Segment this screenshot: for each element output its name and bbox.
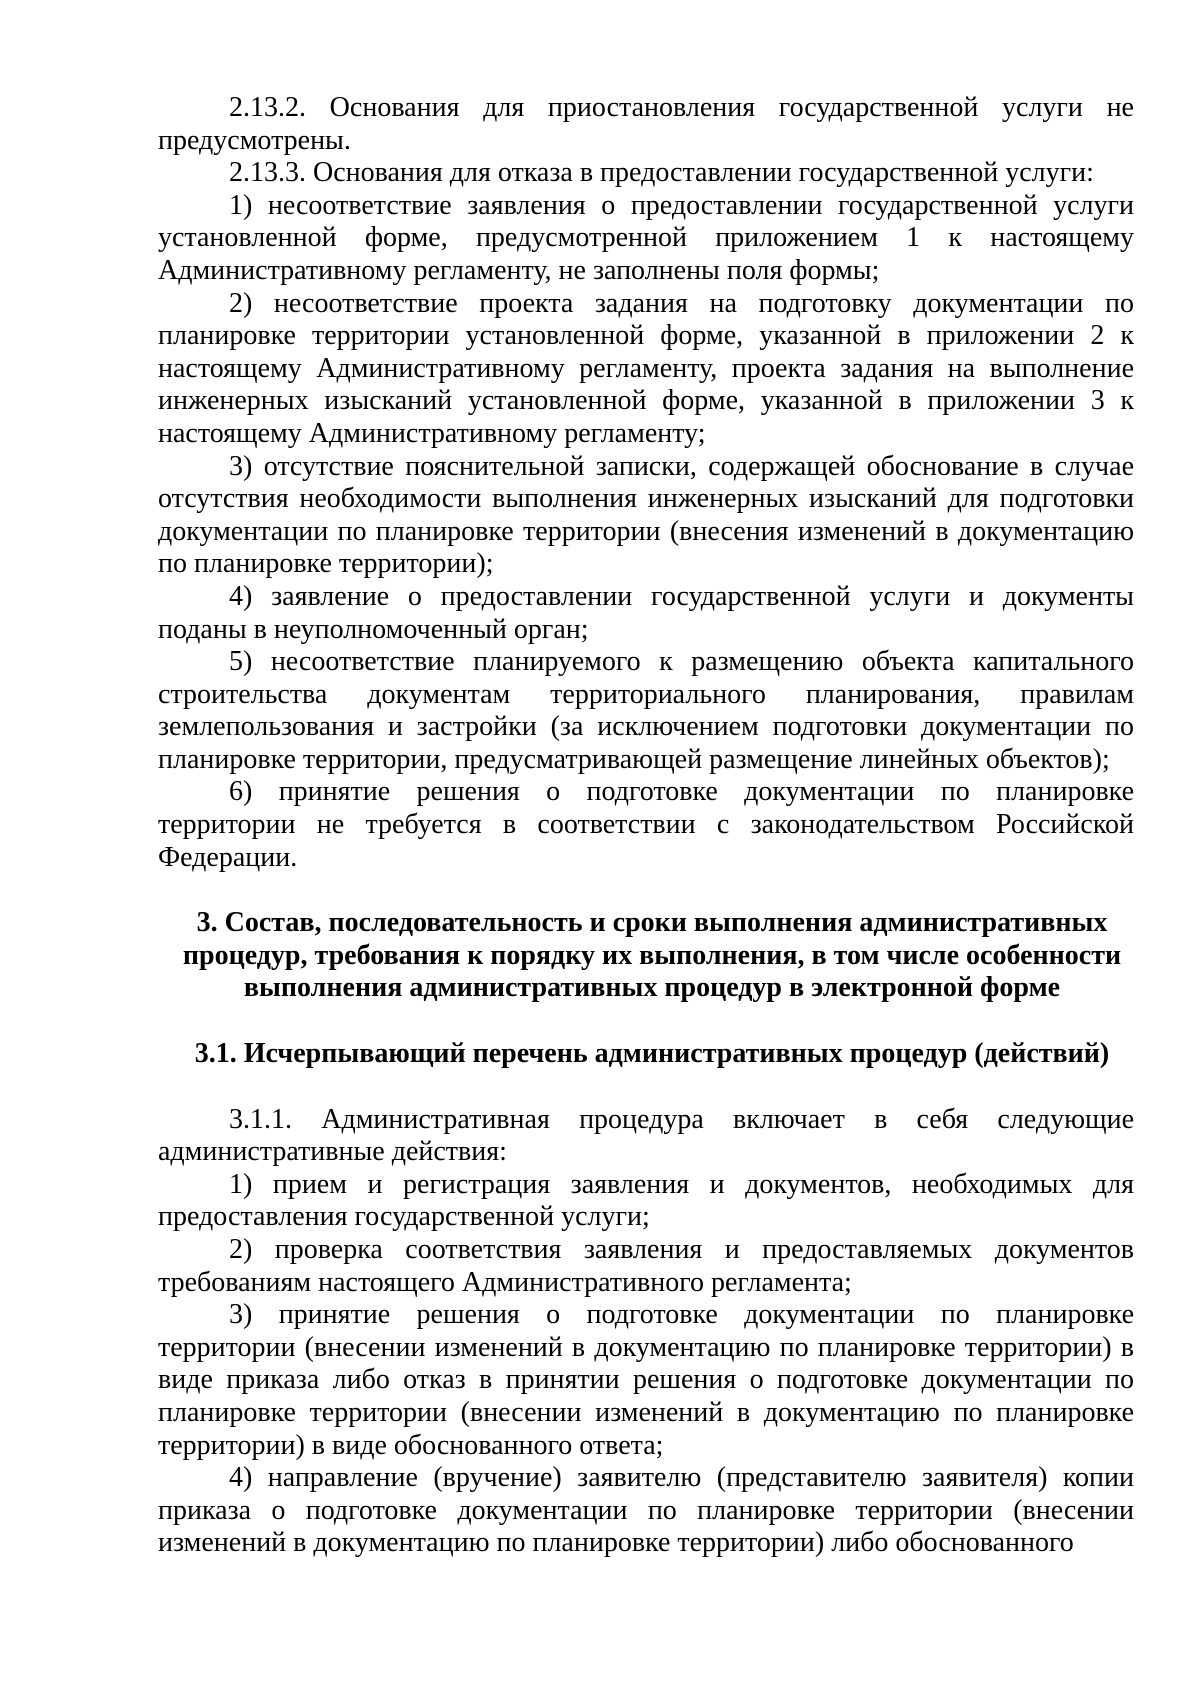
spacer: [158, 874, 1134, 907]
paragraph-2-13-3: 2.13.3. Основания для отказа в предоставлении государственной услуги:: [229, 157, 1094, 189]
section-heading: [158, 907, 1134, 1005]
list-item: 4) заявление о предоставлении государственной услуги и документы поданы в неуполномоченный орган;: [158, 580, 1134, 645]
list-item: 3) принятие решения о подготовке документации по планировке территории (внесении изменений в документацию по планировке территории) в виде приказа либо отказ в принятии решения о подготовке документации по планировке территории (внесении изменений в документацию по планировке территории) в виде обоснованного ответа;: [158, 1299, 1134, 1461]
spacer: [158, 1071, 1134, 1104]
list-item: 2) проверка соответствия заявления и предоставляемых документов требованиям настоящего Административного регламента;: [158, 1234, 1134, 1298]
paragraph-2-13-2: 2.13.2. Основания для приостановления государственной услуги не предусмотрены.: [158, 92, 1134, 156]
spacer: [158, 1005, 1134, 1038]
list-item: 4) направление (вручение) заявителю (представителю заявителя) копии приказа о подготовке документации по планировке территории (внесении изменений в документацию по планировке территории) либо обоснованного: [158, 1462, 1134, 1559]
list-item: 1) прием и регистрация заявления и документов, необходимых для предоставления государственной услуги;: [158, 1168, 1134, 1233]
list-item: 5) несоответствие планируемого к размещению объекта капитального строительства документам территориального планирования, правилам землепользования и застройки (за исключением подготовки документации по планировке территории, предусматривающей размещение линейных объектов);: [158, 646, 1134, 775]
section-heading-line: процедур, требования к порядку их выполнения, в том числе особенности: [182, 939, 1122, 971]
list-item: 6) принятие решения о подготовке документации по планировке территории не требуется в соответствии с законодательством Российской Федерации.: [158, 776, 1134, 873]
list-item: 3) отсутствие пояснительной записки, содержащей обоснование в случае отсутствия необходимости выполнения инженерных изысканий для подготовки документации по планировке территории (внесения изменений в документацию по планировке территории);: [158, 450, 1134, 580]
subsection-heading: 3.1. Исчерпывающий перечень административных процедур (действий): [194, 1038, 1110, 1070]
section-heading-line: выполнения административных процедур в электронной форме: [243, 972, 1061, 1004]
list-item: 1) несоответствие заявления о предоставлении государственной услуги установленной форме, предусмотренной приложением 1 к настоящему Административному регламенту, не заполнены поля формы;: [158, 189, 1134, 286]
section-heading-line: 3. Состав, последовательность и сроки выполнения административных: [196, 907, 1108, 939]
paragraph-3-1-1: 3.1.1. Административная процедура включает в себя следующие административные действия:: [158, 1103, 1134, 1168]
list-item: 2) несоответствие проекта задания на подготовку документации по планировке территории установленной форме, указанной в приложении 2 к настоящему Административному регламенту, проекта задания на выполнение инженерных изысканий установленной форме, указанной в приложении 3 к настоящему Административному регламенту;: [158, 287, 1134, 449]
